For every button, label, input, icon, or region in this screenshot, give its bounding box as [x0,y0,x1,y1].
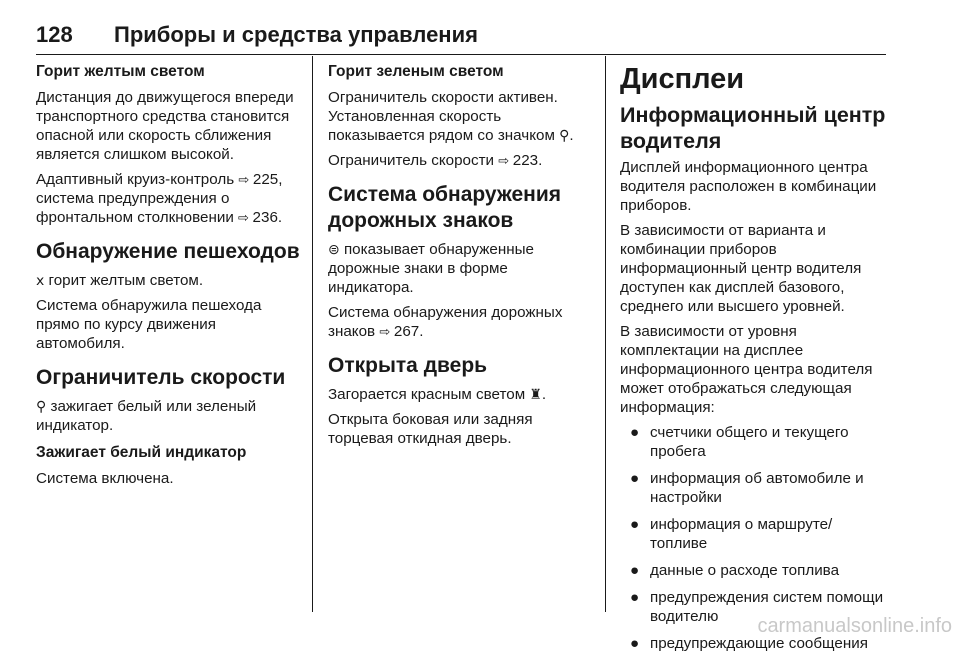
bullet-icon: ● [630,589,640,606]
heading-white-indicator: Зажигает белый индикатор [36,444,247,461]
page-title: Приборы и средства управления [114,22,478,47]
page-reference[interactable]: 223 [512,152,539,169]
heading-green-light: Горит зеленым светом [328,63,504,80]
paragraph: Дистанция до движущегося впереди транспортного средства становится опасной или скорость сближения является слишком высокой. [36,89,294,163]
paragraph [328,385,592,404]
speed-limiter-icon: ⚲ [36,398,47,414]
bullet-icon: ● [630,635,640,652]
heading-door-open: Открыта дверь [328,354,488,377]
paragraph: В зависимости от уровня комплектации на дисплее информационного центра водителя может отображаться следующая информация: [620,323,873,416]
column-2 [328,62,592,454]
pedestrian-icon: ⅹ [36,272,45,288]
page-reference[interactable]: 225 [252,171,279,188]
list-item: ● информация об автомобиле и настройки [630,470,864,506]
text: Адаптивный круиз-контроль [36,171,239,188]
text: . [569,127,574,144]
list-item: ● предупреждающие сообщения [630,635,868,652]
page-reference-icon: ⇨ [238,172,253,187]
watermark: carmanualsonline.info [757,615,952,637]
paragraph-with-ref [328,303,592,341]
heading-driver-information-center: Информационный центр водителя [620,103,886,153]
list-item: ● данные о расходе топлива [630,562,840,579]
heading-pedestrian-detection: Обнаружение пешеходов [36,240,300,263]
bullet-icon: ● [630,516,640,533]
text: горит желтым светом. [44,272,204,289]
heading-speed-limiter: Ограничитель скорости [36,366,286,389]
paragraph: Дисплей информационного центра водителя расположен в комбинации приборов. [620,159,877,214]
paragraph [36,271,300,290]
paragraph: Открыта боковая или задняя торцевая откидная дверь. [328,411,533,447]
page-reference[interactable]: 236 [252,209,278,226]
door-open-icon: ♜ [529,386,542,402]
paragraph-with-refs [36,170,300,227]
column-divider-2 [605,56,606,612]
paragraph [328,240,592,297]
text: , система предупреждения о фронтальном столкновении [36,171,283,226]
page-number: 128 [36,22,73,47]
paragraph: Система включена. [36,470,174,487]
header-rule [36,54,886,55]
paragraph-with-ref [328,151,592,170]
text: Загорается красным светом [328,386,530,403]
paragraph: В зависимости от варианта и комбинации приборов информационный центр водителя доступен как дисплей базового, среднего или высшего уровней. [620,222,862,315]
page-reference[interactable]: 267 [393,323,420,340]
text: . [419,323,424,340]
text: . [541,386,547,403]
heading-traffic-sign-recognition: Система обнаружения дорожных знаков [328,183,561,232]
text: показывает обнаруженные дорожные знаки в форме индикатора. [328,241,534,296]
paragraph [36,397,300,435]
speed-limiter-icon: ⚲ [559,127,570,143]
text: зажигает белый или зеленый индикатор. [36,398,257,434]
list-item: ● информация о маршруте/топливе [630,516,833,552]
page-header [36,22,886,52]
text: . [538,152,543,169]
text: . [277,209,283,226]
heading-yellow-light: Горит желтым светом [36,63,205,80]
traffic-sign-icon: ⊜ [328,241,340,257]
list-item: ● предупреждения систем помощи водителю [630,589,884,625]
text: Ограничитель скорости активен. Установленная скорость показывается рядом со значком [328,89,560,144]
heading-displays: Дисплеи [620,63,745,95]
column-divider-1 [312,56,313,612]
page-reference-icon: ⇨ [238,210,253,225]
page-reference-icon: ⇨ [379,324,394,339]
text: Ограничитель скорости [328,152,499,169]
paragraph: Система обнаружила пешехода прямо по курсу движения автомобиля. [36,297,262,352]
column-1 [36,62,300,494]
column-3 [620,62,888,661]
bullet-icon: ● [630,424,640,441]
bullet-icon: ● [630,470,640,487]
text: Система обнаружения дорожных знаков [328,304,563,340]
paragraph [328,88,592,145]
list-item: ● счетчики общего и текущего пробега [630,424,849,460]
page-reference-icon: ⇨ [498,153,513,168]
bullet-icon: ● [630,562,640,579]
